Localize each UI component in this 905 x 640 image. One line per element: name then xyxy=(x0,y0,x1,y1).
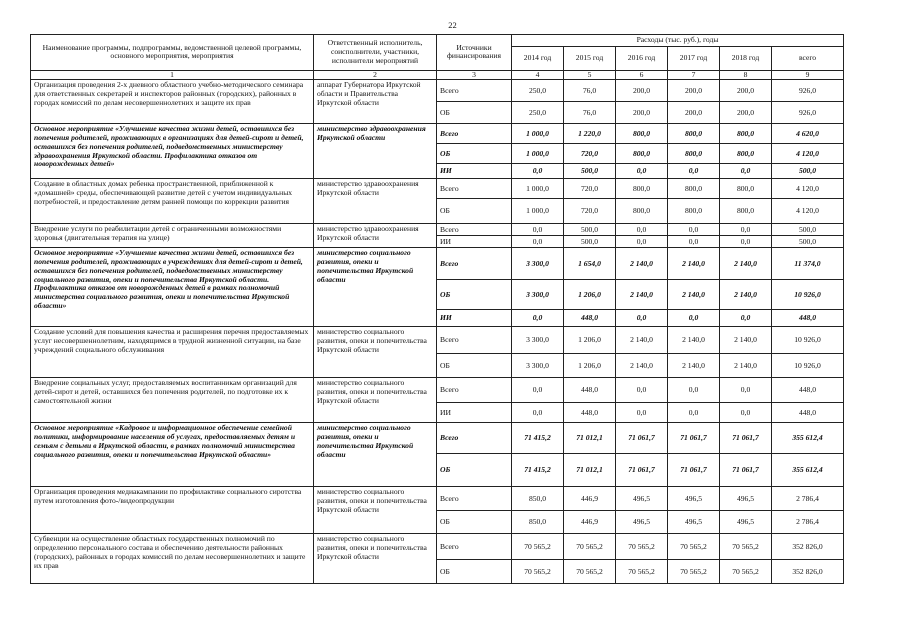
total-cell: 926,0 xyxy=(772,102,844,124)
executor-cell: аппарат Губернатора Иркутской области и Правительства Иркутской области xyxy=(314,80,437,124)
year-value-cell: 71 415,2 xyxy=(512,423,564,454)
year-value-cell: 2 140,0 xyxy=(616,248,668,280)
year-value-cell: 800,0 xyxy=(668,144,720,164)
year-value-cell: 71 061,7 xyxy=(616,423,668,454)
year-value-cell: 2 140,0 xyxy=(616,354,668,378)
year-value-cell: 496,5 xyxy=(616,487,668,511)
year-value-cell: 720,0 xyxy=(564,144,616,164)
table-row xyxy=(31,534,844,560)
year-value-cell: 496,5 xyxy=(668,511,720,534)
year-value-cell: 0,0 xyxy=(668,236,720,248)
year-value-cell: 0,0 xyxy=(668,224,720,236)
year-value-cell: 2 140,0 xyxy=(720,248,772,280)
year-value-cell: 3 300,0 xyxy=(512,354,564,378)
year-value-cell: 800,0 xyxy=(720,124,772,144)
year-value-cell: 200,0 xyxy=(616,102,668,124)
year-value-cell: 76,0 xyxy=(564,102,616,124)
column-number: 7 xyxy=(668,70,720,80)
year-value-cell: 800,0 xyxy=(720,199,772,224)
table-header xyxy=(31,35,844,80)
year-value-cell: 200,0 xyxy=(720,80,772,102)
executor-cell: министерство социального развития, опеки и попечительства Иркутской области xyxy=(314,248,437,327)
year-value-cell: 1 206,0 xyxy=(564,327,616,354)
table-body xyxy=(31,80,844,584)
source-cell: Всего xyxy=(437,534,512,560)
year-value-cell: 0,0 xyxy=(512,310,564,327)
year-value-cell: 76,0 xyxy=(564,80,616,102)
total-cell: 355 612,4 xyxy=(772,454,844,487)
total-cell: 2 786,4 xyxy=(772,487,844,511)
program-name-cell: Основное мероприятие «Кадровое и информационное обеспечение семейной политики, информирование населения об услугах, предоставляемых детям и семьям с детьми в Иркутской области, в рамках полномочий министерства социального развития, опеки и попечительства Иркутской области» xyxy=(31,423,314,487)
program-name-cell: Организация проведения медиакампании по профилактике социального сиротства путем изготовления фото-/видеопродукции xyxy=(31,487,314,534)
year-value-cell: 0,0 xyxy=(616,236,668,248)
year-value-cell: 250,0 xyxy=(512,102,564,124)
program-name-cell: Основное мероприятие «Улучшение качества жизни детей, оставшихся без попечения родителей, проживающих в учреждениях для детей-сирот и детей, оставшихся без попечения родителей, подведомственных министерству социального развития, опеки и попечительства Иркутской области. Профилактика отказов от новорожденных детей в рамках полномочий министерства социального развития, опеки и попечительства Иркутской области» xyxy=(31,248,314,327)
column-number: 9 xyxy=(772,70,844,80)
source-cell: ОБ xyxy=(437,280,512,310)
year-value-cell: 70 565,2 xyxy=(564,560,616,584)
program-name-cell: Организация проведения 2-х дневного областного учебно-методического семинара для ответственных секретарей и инспекторов районных (городских), районных в городах комиссий по делам несовершеннолетних и защите их прав xyxy=(31,80,314,124)
total-cell: 11 374,0 xyxy=(772,248,844,280)
year-value-cell: 2 140,0 xyxy=(668,327,720,354)
year-value-cell: 200,0 xyxy=(668,102,720,124)
year-value-cell: 1 206,0 xyxy=(564,280,616,310)
year-value-cell: 0,0 xyxy=(668,378,720,403)
year-value-cell: 200,0 xyxy=(720,102,772,124)
year-value-cell: 70 565,2 xyxy=(668,560,720,584)
column-number: 2 xyxy=(314,70,437,80)
year-value-cell: 1 654,0 xyxy=(564,248,616,280)
source-cell: Всего xyxy=(437,378,512,403)
program-name-cell: Внедрение услуги по реабилитации детей с ограниченными возможностями здоровья (двигательная терапия на улице) xyxy=(31,224,314,248)
year-value-cell: 71 061,7 xyxy=(616,454,668,487)
year-value-cell: 496,5 xyxy=(720,511,772,534)
year-value-cell: 2 140,0 xyxy=(720,354,772,378)
year-value-cell: 446,9 xyxy=(564,487,616,511)
year-value-cell: 500,0 xyxy=(564,164,616,179)
year-value-cell: 800,0 xyxy=(720,144,772,164)
source-cell: ОБ xyxy=(437,511,512,534)
year-value-cell: 448,0 xyxy=(564,310,616,327)
executor-cell: министерство социального развития, опеки и попечительства Иркутской области xyxy=(314,378,437,423)
program-name-cell: Создание условий для повышения качества и расширения перечня предоставляемых услуг несовершеннолетним, находящимся в трудной жизненной ситуации, на базе учреждений социального обслуживания xyxy=(31,327,314,378)
year-value-cell: 2 140,0 xyxy=(668,354,720,378)
year-value-cell: 800,0 xyxy=(616,144,668,164)
table-row xyxy=(31,179,844,199)
year-value-cell: 496,5 xyxy=(720,487,772,511)
year-value-cell: 0,0 xyxy=(668,310,720,327)
source-cell: ИИ xyxy=(437,164,512,179)
year-value-cell: 800,0 xyxy=(616,179,668,199)
year-value-cell: 200,0 xyxy=(668,80,720,102)
year-value-cell: 0,0 xyxy=(616,378,668,403)
program-name-cell: Создание в областных домах ребенка пространственной, приближенной к «домашней» среды, обеспечивающей развитие детей с учетом индивидуальных потребностей, и предоставление детям ранней помощи по коррекции развития xyxy=(31,179,314,224)
table-row xyxy=(31,378,844,403)
total-cell: 4 120,0 xyxy=(772,144,844,164)
source-cell: ОБ xyxy=(437,560,512,584)
year-value-cell: 71 061,7 xyxy=(720,454,772,487)
year-value-cell: 800,0 xyxy=(668,124,720,144)
year-value-cell: 1 000,0 xyxy=(512,124,564,144)
year-value-cell: 1 000,0 xyxy=(512,199,564,224)
source-cell: ОБ xyxy=(437,354,512,378)
year-value-cell: 70 565,2 xyxy=(512,560,564,584)
source-cell: Всего xyxy=(437,487,512,511)
program-name-cell: Внедрение социальных услуг, предоставляемых воспитанникам организаций для детей-сирот и детей, оставшихся без попечения родителей, по подготовке их к самостоятельной жизни xyxy=(31,378,314,423)
year-value-cell: 0,0 xyxy=(668,164,720,179)
year-value-cell: 250,0 xyxy=(512,80,564,102)
year-value-cell: 0,0 xyxy=(720,310,772,327)
year-value-cell: 0,0 xyxy=(668,403,720,423)
program-name-cell: Основное мероприятие «Улучшение качества жизни детей, оставшихся без попечения родителей, проживающих в организациях для детей-сирот и детей, оставшихся без попечения родителей, подведомственных министерству здравоохранения Иркутской области. Профилактика отказов от новорожденных детей» xyxy=(31,124,314,179)
total-cell: 10 926,0 xyxy=(772,327,844,354)
table-row xyxy=(31,80,844,102)
year-value-cell: 446,9 xyxy=(564,511,616,534)
year-value-cell: 3 300,0 xyxy=(512,248,564,280)
year-value-cell: 496,5 xyxy=(616,511,668,534)
total-cell: 352 826,0 xyxy=(772,534,844,560)
total-cell: 4 620,0 xyxy=(772,124,844,144)
header-program: Наименование программы, подпрограммы, ведомственной целевой программы, основного мероприятия, мероприятия xyxy=(31,35,314,71)
year-value-cell: 800,0 xyxy=(668,179,720,199)
year-value-cell: 0,0 xyxy=(616,224,668,236)
year-value-cell: 0,0 xyxy=(720,164,772,179)
column-number: 3 xyxy=(437,70,512,80)
total-cell: 2 786,4 xyxy=(772,511,844,534)
column-number: 5 xyxy=(564,70,616,80)
executor-cell: министерство социального развития, опеки и попечительства Иркутской области xyxy=(314,423,437,487)
year-value-cell: 1 000,0 xyxy=(512,179,564,199)
header-year: 2015 год xyxy=(564,46,616,70)
year-value-cell: 800,0 xyxy=(616,199,668,224)
year-value-cell: 71 061,7 xyxy=(668,454,720,487)
total-cell: 4 120,0 xyxy=(772,179,844,199)
year-value-cell: 2 140,0 xyxy=(720,327,772,354)
total-cell: 10 926,0 xyxy=(772,354,844,378)
year-value-cell: 2 140,0 xyxy=(668,280,720,310)
year-value-cell: 850,0 xyxy=(512,511,564,534)
year-value-cell: 70 565,2 xyxy=(668,534,720,560)
source-cell: Всего xyxy=(437,224,512,236)
year-value-cell: 800,0 xyxy=(616,124,668,144)
source-cell: ИИ xyxy=(437,236,512,248)
year-value-cell: 0,0 xyxy=(720,224,772,236)
source-cell: Всего xyxy=(437,248,512,280)
source-cell: ОБ xyxy=(437,144,512,164)
executor-cell: министерство социального развития, опеки и попечительства Иркутской области xyxy=(314,327,437,378)
program-name-cell: Субвенции на осуществление областных государственных полномочий по определению персонального состава и обеспечению деятельности районных (городских), районных в городах комиссий по делам несовершеннолетних и защите их прав xyxy=(31,534,314,584)
year-value-cell: 496,5 xyxy=(668,487,720,511)
year-value-cell: 1 220,0 xyxy=(564,124,616,144)
table-row xyxy=(31,124,844,144)
year-value-cell: 500,0 xyxy=(564,224,616,236)
year-value-cell: 0,0 xyxy=(616,310,668,327)
source-cell: Всего xyxy=(437,327,512,354)
year-value-cell: 70 565,2 xyxy=(720,534,772,560)
header-year: 2016 год xyxy=(616,46,668,70)
table-row xyxy=(31,224,844,236)
year-value-cell: 800,0 xyxy=(668,199,720,224)
column-number: 4 xyxy=(512,70,564,80)
year-value-cell: 0,0 xyxy=(720,236,772,248)
source-cell: ИИ xyxy=(437,310,512,327)
executor-cell: министерство здравоохранения Иркутской области xyxy=(314,124,437,179)
year-value-cell: 200,0 xyxy=(616,80,668,102)
column-number: 8 xyxy=(720,70,772,80)
year-value-cell: 0,0 xyxy=(512,378,564,403)
year-value-cell: 0,0 xyxy=(512,236,564,248)
total-cell: 448,0 xyxy=(772,310,844,327)
total-cell: 500,0 xyxy=(772,224,844,236)
executor-cell: министерство социального развития, опеки и попечительства Иркутской области xyxy=(314,534,437,584)
year-value-cell: 2 140,0 xyxy=(720,280,772,310)
year-value-cell: 70 565,2 xyxy=(512,534,564,560)
year-value-cell: 71 012,1 xyxy=(564,454,616,487)
budget-table xyxy=(30,34,844,584)
year-value-cell: 0,0 xyxy=(616,164,668,179)
executor-cell: министерство здравоохранения Иркутской области xyxy=(314,224,437,248)
column-number: 6 xyxy=(616,70,668,80)
year-value-cell: 800,0 xyxy=(720,179,772,199)
total-cell: 448,0 xyxy=(772,403,844,423)
header-executor: Ответственный исполнитель, соисполнители, участники, исполнители мероприятий xyxy=(314,35,437,71)
header-expenses: Расходы (тыс. руб.), годы xyxy=(512,35,844,47)
year-value-cell: 2 140,0 xyxy=(616,280,668,310)
year-value-cell: 448,0 xyxy=(564,403,616,423)
table-row xyxy=(31,487,844,511)
year-value-cell: 0,0 xyxy=(720,378,772,403)
year-value-cell: 3 300,0 xyxy=(512,327,564,354)
column-number-row xyxy=(31,70,844,80)
header-year: 2017 год xyxy=(668,46,720,70)
year-value-cell: 70 565,2 xyxy=(616,534,668,560)
header-total: всего xyxy=(772,46,844,70)
total-cell: 352 826,0 xyxy=(772,560,844,584)
total-cell: 926,0 xyxy=(772,80,844,102)
year-value-cell: 71 012,1 xyxy=(564,423,616,454)
year-value-cell: 720,0 xyxy=(564,199,616,224)
year-value-cell: 2 140,0 xyxy=(668,248,720,280)
table-row xyxy=(31,248,844,280)
total-cell: 500,0 xyxy=(772,164,844,179)
year-value-cell: 500,0 xyxy=(564,236,616,248)
year-value-cell: 70 565,2 xyxy=(720,560,772,584)
year-value-cell: 2 140,0 xyxy=(616,327,668,354)
year-value-cell: 850,0 xyxy=(512,487,564,511)
header-year: 2014 год xyxy=(512,46,564,70)
year-value-cell: 1 206,0 xyxy=(564,354,616,378)
header-year: 2018 год xyxy=(720,46,772,70)
source-cell: ИИ xyxy=(437,403,512,423)
source-cell: Всего xyxy=(437,124,512,144)
table-row xyxy=(31,423,844,454)
year-value-cell: 1 000,0 xyxy=(512,144,564,164)
table-row xyxy=(31,327,844,354)
year-value-cell: 448,0 xyxy=(564,378,616,403)
executor-cell: министерство здравоохранения Иркутской области xyxy=(314,179,437,224)
page-number: 22 xyxy=(448,20,457,30)
column-number: 1 xyxy=(31,70,314,80)
source-cell: ОБ xyxy=(437,199,512,224)
total-cell: 10 926,0 xyxy=(772,280,844,310)
year-value-cell: 70 565,2 xyxy=(564,534,616,560)
year-value-cell: 0,0 xyxy=(616,403,668,423)
year-value-cell: 0,0 xyxy=(512,403,564,423)
year-value-cell: 3 300,0 xyxy=(512,280,564,310)
header-source: Источники финансирования xyxy=(437,35,512,71)
source-cell: Всего xyxy=(437,423,512,454)
year-value-cell: 720,0 xyxy=(564,179,616,199)
total-cell: 355 612,4 xyxy=(772,423,844,454)
year-value-cell: 71 061,7 xyxy=(720,423,772,454)
source-cell: Всего xyxy=(437,80,512,102)
year-value-cell: 71 415,2 xyxy=(512,454,564,487)
total-cell: 4 120,0 xyxy=(772,199,844,224)
year-value-cell: 71 061,7 xyxy=(668,423,720,454)
executor-cell: министерство социального развития, опеки и попечительства Иркутской области xyxy=(314,487,437,534)
year-value-cell: 70 565,2 xyxy=(616,560,668,584)
year-value-cell: 0,0 xyxy=(512,224,564,236)
source-cell: ОБ xyxy=(437,454,512,487)
year-value-cell: 0,0 xyxy=(512,164,564,179)
source-cell: ОБ xyxy=(437,102,512,124)
total-cell: 448,0 xyxy=(772,378,844,403)
year-value-cell: 0,0 xyxy=(720,403,772,423)
source-cell: Всего xyxy=(437,179,512,199)
total-cell: 500,0 xyxy=(772,236,844,248)
